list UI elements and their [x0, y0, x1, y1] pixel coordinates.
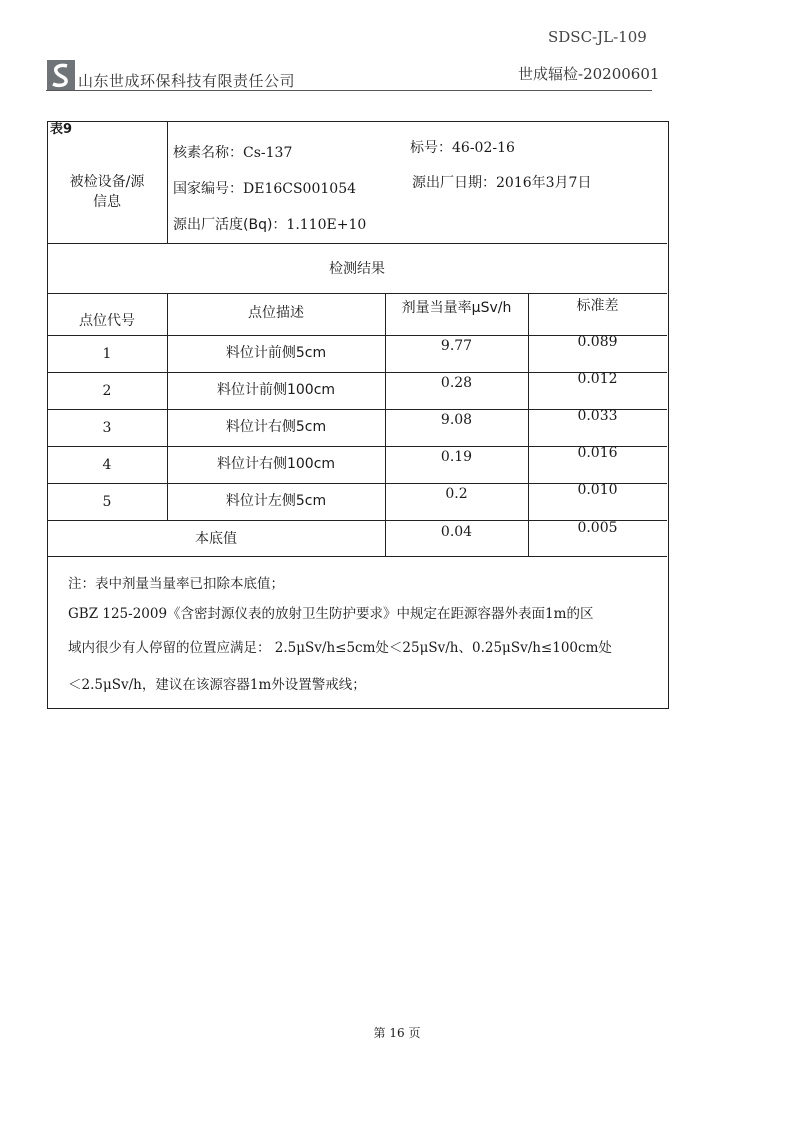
- national-number-label: 国家编号：: [173, 181, 243, 197]
- table-cell-dose-rate: 0.28: [440, 375, 473, 391]
- table-cell-std-dev: 0.016: [577, 445, 618, 461]
- table-cell-std-dev: 0.012: [577, 371, 618, 387]
- table-cell-std-dev: 0.010: [577, 482, 618, 498]
- table-cell-description: 料位计前侧5cm: [225, 345, 327, 361]
- document-code: SDSC-JL-109: [548, 28, 647, 46]
- national-number-value: DE16CS001054: [243, 181, 357, 197]
- table-cell-code: 1: [102, 346, 112, 362]
- report-number: 世成辐检-20200601: [518, 65, 660, 83]
- column-divider: [167, 293, 168, 520]
- factory-date-label: 源出厂日期：: [412, 175, 496, 191]
- background-label: 本底值: [195, 531, 237, 547]
- factory-date-field: [412, 172, 591, 192]
- table-cell-code: 4: [102, 457, 112, 473]
- table-cell-description: 料位计右侧100cm: [216, 456, 336, 472]
- header-divider: [46, 90, 652, 91]
- column-divider: [528, 293, 529, 556]
- device-info-label: 被检设备/源 信息: [69, 174, 145, 210]
- table-cell-code: 3: [102, 420, 112, 436]
- nuclide-label: 核素名称：: [173, 145, 243, 161]
- column-header-code: 点位代号: [79, 313, 135, 329]
- column-header-description: 点位描述: [248, 305, 304, 321]
- nuclide-field: [173, 142, 292, 162]
- table-cell-dose-rate: 0.19: [440, 449, 473, 465]
- table-cell-description: 料位计左侧5cm: [225, 493, 327, 509]
- factory-date-value: 2016年3月7日: [496, 175, 592, 191]
- table-cell-std-dev: 0.033: [577, 408, 618, 424]
- mark-label: 标号：: [410, 140, 452, 156]
- note-line: 注：表中剂量当量率已扣除本底值；: [68, 576, 284, 592]
- table-cell-code: 2: [102, 383, 112, 399]
- activity-label: 源出厂活度(Bq)：: [173, 217, 287, 233]
- table-cell-description: 料位计前侧100cm: [216, 382, 336, 398]
- table-cell-dose-rate: 9.08: [440, 412, 473, 428]
- column-divider: [167, 121, 168, 243]
- background-std-dev: 0.005: [577, 520, 618, 536]
- table-cell-description: 料位计右侧5cm: [225, 419, 327, 435]
- column-header-dose-rate: 剂量当量率μSv/h: [401, 300, 512, 316]
- nuclide-value: Cs-137: [243, 145, 293, 161]
- page-number: 第 16 页: [373, 1026, 421, 1040]
- background-dose-rate: 0.04: [440, 524, 473, 540]
- mark-field: [410, 137, 515, 157]
- column-header-std-dev: 标准差: [576, 298, 619, 314]
- note-line: 域内很少有人停留的位置应满足： 2.5μSv/h≤5cm处＜25μSv/h、0.25μSv/h≤100cm处: [68, 640, 612, 656]
- mark-value: 46-02-16: [452, 140, 515, 156]
- note-line: GBZ 125-2009《含密封源仪表的放射卫生防护要求》中规定在距源容器外表面1m的区: [68, 606, 594, 622]
- company-name: 山东世成环保科技有限责任公司: [78, 72, 296, 90]
- note-line: ＜2.5μSv/h，建议在该源容器1m外设置警戒线；: [68, 677, 366, 693]
- company-logo: [47, 60, 75, 90]
- table-cell-code: 5: [102, 494, 112, 510]
- row-divider: [47, 243, 667, 244]
- table-cell-std-dev: 0.089: [577, 334, 618, 350]
- results-title: 检测结果: [329, 261, 385, 277]
- table-caption: 表9: [50, 122, 73, 137]
- national-number-field: [173, 178, 356, 198]
- row-divider: [47, 556, 667, 557]
- row-divider: [47, 293, 667, 294]
- table-cell-dose-rate: 0.2: [445, 486, 468, 502]
- activity-field: [173, 214, 366, 234]
- table-cell-dose-rate: 9.77: [440, 338, 473, 354]
- activity-value: 1.110E+10: [286, 217, 367, 233]
